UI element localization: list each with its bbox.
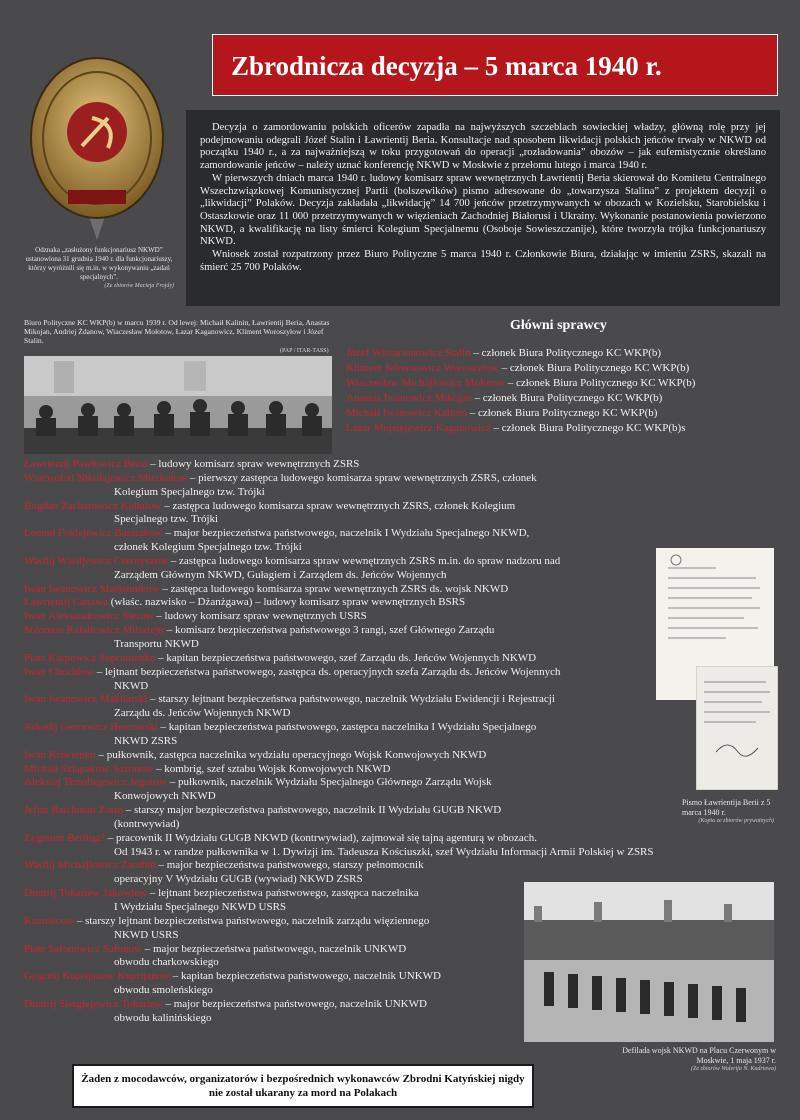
politburo-caption: Biuro Polityczne KC WKP(b) w marcu 1939 r. Od lewej: Michaił Kalinin, Ławrientij Beria, Anastas Mikojan, Andriej Żdanow, Wiaczesław Mołotow, Łazar Kaganowicz, Kliment Woroszyłow i Józef Stalin. [24, 318, 330, 346]
list-item [346, 346, 786, 361]
letter-credit: (Kopia ze zbiorów prywatnych) [698, 818, 774, 825]
list-item [24, 472, 654, 500]
perpetrator-role: – członek Biura Politycznego KC WKP(b) [466, 407, 658, 419]
official-role: – zastępca ludowego komisarza spraw wewnętrznych ZSRS, członek Kolegium [161, 499, 516, 512]
list-item [24, 652, 654, 666]
official-role-continued: Konwojowych NKWD [114, 790, 216, 803]
official-role: – major bezpieczeństwa państwowego, naczelnik UNKWD [141, 942, 407, 955]
letter-caption: Pismo Ławrientija Berii z 5 marca 1940 r. (Kopia ze zbiorów prywatnych) [682, 798, 774, 827]
official-role-continued: Od 1943 r. w randze pułkownika w 1. Dywizji im. Tadeusza Kościuszki, szef Wydziału Informacji Armii Polskiej w ZSRS [114, 845, 654, 858]
perpetrator-name: Wiaczesław Michajłowicz Mołotow [346, 377, 506, 389]
official-role: – zastępca ludowego komisarza spraw wewnętrznych ZSRS ds. wojsk NKWD [159, 582, 509, 595]
list-item [24, 693, 654, 721]
official-role-continued: Kolegium Specjalnego tzw. Trójki [114, 485, 265, 498]
official-role-continued: obwodu kalinińskiego [114, 1011, 212, 1024]
official-name: Wasilij Michajłowicz Zarubin [24, 859, 156, 872]
official-role-continued: Zarządem Głównym NKWD, Gułagiem i Zarządem ds. Jeńców Wojennych [114, 568, 447, 581]
official-role-continued: NKWD ZSRS [114, 734, 178, 747]
official-role: – pułkownik, naczelnik Wydziału Specjalnego Głównego Zarządu Wojsk [166, 776, 492, 789]
list-item [24, 555, 654, 583]
list-item [346, 361, 786, 376]
official-name: Dmitrij Tokariew Jakowlew [24, 887, 148, 900]
official-role-continued: (kontrwywiad) [114, 817, 180, 830]
footer-note: Żaden z mocodawców, organizatorów i bezpośrednich wykonawców Zbrodni Katyńskiej nigdy nie został ukarany za mord na Polakach [72, 1064, 534, 1108]
official-role-continued: NKWD USRS [114, 928, 179, 941]
official-name: Wsiewołod Nikołajewicz Mierkułow [24, 471, 188, 484]
official-name: Iwan Kriwienko [24, 748, 96, 761]
main-perpetrators-heading: Główni sprawcy [510, 318, 607, 333]
list-item [24, 527, 654, 555]
list-item [24, 500, 654, 528]
intro-panel [186, 110, 780, 306]
official-role: – pułkownik, zastępca naczelnika wydziału operacyjnego Wojsk Konwojowych NKWD [95, 748, 487, 761]
official-role-continued: obwodu smoleńskiego [114, 984, 213, 997]
official-name: Iwan Chochłow [24, 665, 94, 678]
official-role: – major bezpieczeństwa państwowego, naczelnik I Wydziału Specjalnego NKWD, [162, 527, 530, 540]
list-item [24, 458, 654, 472]
official-role: – lejtnant bezpieczeństwa państwowego, zastępca naczelnika [147, 887, 419, 900]
official-name: Bogdan Zacharowicz Kobułow [24, 499, 162, 512]
list-item [24, 749, 654, 763]
official-role: – major bezpieczeństwa państwowego, naczelnik UNKWD [162, 997, 427, 1010]
official-name: Michaił Szlapakow-Sazonow [24, 762, 154, 775]
official-name: Iwan Iwanowicz Maslennikow [24, 582, 160, 595]
perpetrator-name: Michaił Iwanowicz Kalinin [346, 407, 467, 419]
list-item [24, 804, 654, 832]
official-role: – starszy lejtnant bezpieczeństwa państwowego, naczelnik Wydziału Ewidencji i Rejestracji [147, 693, 555, 706]
list-item [346, 406, 786, 421]
official-name: Wasilij Wasiljewicz Czernyszow [24, 554, 169, 567]
perpetrator-role: – członek Biura Politycznego KC WKP(b) [505, 377, 696, 389]
politburo-photo [24, 356, 332, 454]
official-role: – major bezpieczeństwa państwowego, starszy pełnomocnik [155, 859, 424, 872]
official-role: – kapitan bezpieczeństwa państwowego, zastępca naczelnika I Wydziału Specjalnego [157, 721, 537, 734]
official-role: (właśc. nazwisko – Dżanżgawa) – ludowy komisarz spraw wewnętrznych BSRS [108, 596, 466, 609]
parade-caption: Defilada wojsk NKWD na Placu Czerwonym w Moskwie, 1 maja 1937 r. (Ze zbiorów Walerija N. Kudriewa) [616, 1046, 776, 1075]
badge-credit: (Ze zbiorów Macieja Frojdy) [104, 283, 174, 289]
perpetrator-role: – członek Biura Politycznego KC WKP(b)s [490, 422, 686, 434]
list-item [24, 721, 654, 749]
official-role: – pierwszy zastępca ludowego komisarza spraw wewnętrznych ZSRS, członek [187, 471, 537, 484]
perpetrator-name: Józef Wissarionowicz Stalin [346, 347, 471, 359]
list-item [346, 376, 786, 391]
politburo-credit: (PAP / ITAR-TASS) [280, 348, 329, 354]
list-item [24, 596, 654, 610]
official-role-continued: członek Kolegium Specjalnego tzw. Trójki [114, 541, 302, 554]
perpetrator-role: – członek Biura Politycznego KC WKP(b) [470, 347, 662, 359]
parade-credit: (Ze zbiorów Walerija N. Kudriewa) [691, 1066, 776, 1073]
official-role: – kapitan bezpieczeństwa państwowego, naczelnik UNKWD [170, 970, 441, 983]
nkvd-badge-image [22, 52, 172, 240]
beria-letter-page-2 [696, 666, 778, 790]
official-role-continued: obwodu charkowskiego [114, 956, 219, 969]
title-banner [212, 34, 778, 96]
nkvd-parade-photo [524, 882, 774, 1042]
intro-paragraph: Decyzja o zamordowaniu polskich oficerów zapadła na najwyższych szczeblach sowieckiej władzy, główną rolę przy jej podejmowaniu odegrali Józef Stalin i Ławrientij Beria. Konsultacje nad sposobem likwidacji polskich jeńców trwały w NKWD od początku 1940 r., a za najważniejszą w toku przygotowań do operacji „rozładowania” obozów – jak eufemistycznie określano zamordowanie jeńców – należy uznać konferencję NKWD w Moskwie z przełomu lutego i marca 1940 r. [200, 122, 766, 172]
official-role: – starszy lejtnant bezpieczeństwa państwowego, naczelnik zarządu więziennego [74, 914, 430, 927]
official-name: Solomon Rafaiłowicz Milsztejn [24, 624, 164, 637]
list-item [24, 832, 654, 860]
official-name: Ławrientij Canawa [24, 596, 108, 609]
official-role-continued: I Wydziału Specjalnego NKWD USRS [114, 901, 287, 913]
official-role-continued: NKWD [114, 679, 149, 692]
intro-paragraph: Wniosek został rozpatrzony przez Biuro Polityczne 5 marca 1940 r. Członkowie Biura, działając w imieniu ZSRS, skazali na śmierć 25 700 Polaków. [200, 249, 766, 273]
official-name: Leonid Fokiejewicz Basztakow [24, 527, 163, 540]
list-item [346, 391, 786, 406]
list-item [24, 624, 654, 652]
perpetrator-role: – członek Biura Politycznego KC WKP(b) [471, 392, 663, 404]
official-role-continued: Specjalnego tzw. Trójki [114, 513, 219, 526]
official-name: Ławrientij Pawłowicz Beria [24, 458, 148, 470]
official-role-continued: operacyjny V Wydziału GUGB (wywiad) NKWD ZSRS [114, 873, 363, 886]
official-role-continued: Zarządu ds. Jeńców Wojennych NKWD [114, 707, 291, 720]
official-name: Piotr Karpowicz Soprunienko [24, 651, 156, 664]
official-name: Iwan Iwanowicz Makliarski [24, 693, 148, 706]
page-title: Zbrodnicza decyzja – 5 marca 1940 r. [231, 51, 662, 81]
official-name: Grigorij Kuprijanow Kuprijanow [24, 970, 171, 983]
official-name: Kuzniecow [24, 914, 75, 927]
official-role: – starszy major bezpieczeństwa państwowego, naczelnik II Wydziału GUGB NKWD [122, 804, 502, 817]
perpetrator-name: Łazar Mojsiejewicz Kaganowicz [346, 422, 491, 434]
official-role: – komisarz bezpieczeństwa państwowego 3 rangi, szef Głównego Zarządu [163, 624, 495, 637]
list-item [24, 763, 654, 777]
perpetrator-role: – członek Biura Politycznego KC WKP(b) [498, 362, 690, 374]
list-item [24, 583, 654, 597]
official-role: – lejtnant bezpieczeństwa państwowego, zastępca ds. operacyjnych szefa Zarządu ds. Jeńców Wojennych [93, 665, 561, 678]
list-item [24, 776, 654, 804]
official-role: – pracownik II Wydziału GUGB NKWD (kontrwywiad), zajmował się tajną agenturą w obozach. [104, 831, 537, 844]
list-item [346, 421, 786, 436]
perpetrator-name: Anastas Iwanowicz Mikojan [346, 392, 472, 404]
list-item [24, 610, 654, 624]
official-role: – kapitan bezpieczeństwa państwowego, szef Zarządu ds. Jeńców Wojennych NKWD [155, 651, 537, 664]
official-name: Iwan Aleksandrowicz Sierow [24, 610, 154, 623]
perpetrator-name: Kliment Jefremowicz Woroszyłow [346, 362, 499, 374]
official-name: Arkadij Gercewicz Hercowski [24, 721, 158, 734]
main-perpetrators-list [346, 346, 786, 436]
official-name: Piotr Safonowicz Safonow [24, 942, 142, 955]
badge-caption: Odznaka „zasłużony funkcjonariusz NKWD” ustanowiona 31 grudnia 1940 r. dla funkcjonariuszy, którzy wyróżnili się m.in. w wykonywaniu „zadań specjalnych”. (Ze zbiorów Macieja Frojdy) [25, 246, 174, 289]
official-role: – kombrig, szef sztabu Wojsk Konwojowych NKWD [153, 762, 391, 775]
official-role-continued: Transportu NKWD [114, 637, 199, 650]
official-name: Zygmunt Berling? [24, 831, 105, 844]
list-item [24, 666, 654, 694]
official-name: Dmitrij Siergiejewicz Tokariew [24, 997, 163, 1010]
official-role: – zastępca ludowego komisarza spraw wewnętrznych ZSRS m.in. do spraw nadzoru nad [168, 554, 561, 567]
official-name: Jefim Raichman Zorin [24, 804, 123, 817]
official-role: – ludowy komisarz spraw wewnętrznych ZSRS [147, 458, 360, 470]
intro-paragraph: W pierwszych dniach marca 1940 r. ludowy komisarz spraw wewnętrznych Ławrientij Beria skierował do Komitetu Centralnego Wszechzwiązkowej Komunistycznej Partii (bolszewików) pismo adresowane do „towarzysza Stalina” z projektem decyzji o „likwidacji” Polaków. Decyzja zakładała „likwidację” 14 700 jeńców przetrzymywanych w obozach w Kozielsku, Starobielsku i Ostaszkowie oraz 11 000 przetrzymywanych w więzieniach Zachodniej Białorusi i Ukrainy. Wykonanie postanowienia powierzono NKWD, a kwalifikację na listy śmierci Kolegium Specjalnemu (Osoboje Sowieszczanije), które tworzyła trójka funkcjonariuszy NKWD. [200, 172, 766, 248]
official-role: – ludowy komisarz spraw wewnętrznych USRS [153, 610, 367, 623]
official-name: Aleksiej Timofiejewicz Jegorow [24, 776, 167, 789]
